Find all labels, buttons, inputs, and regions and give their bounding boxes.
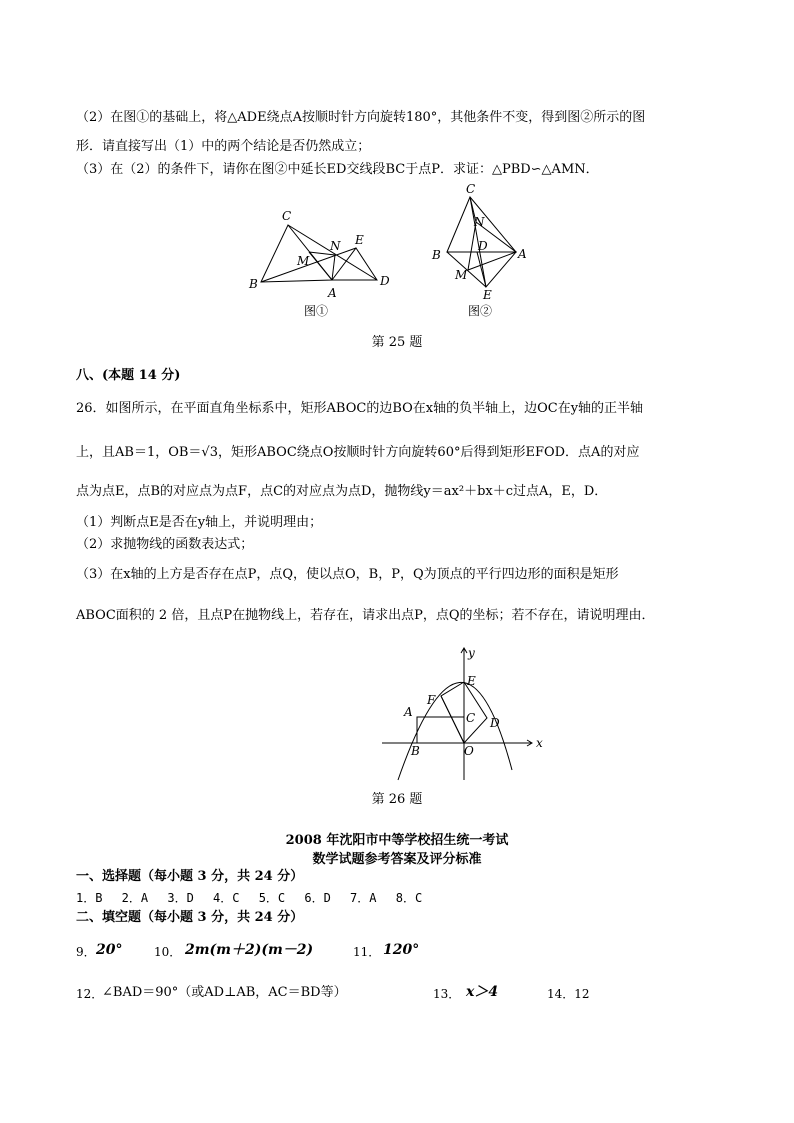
a9-value: 20° — [96, 942, 123, 958]
a10-value: 2m(m＋2)(m－2) — [185, 942, 314, 958]
a10-number: 10． — [154, 945, 182, 959]
q26-caption: 第 26 题 — [371, 792, 423, 807]
a12-number: 12． — [76, 987, 104, 1001]
a9-number: 9． — [76, 945, 96, 959]
q25-caption: 第 25 题 — [371, 335, 423, 350]
answers-title1: 2008 年沈阳市中等学校招生统一考试 — [285, 833, 509, 848]
fig2-label-d: D — [478, 239, 488, 253]
fig26-label-c: C — [466, 711, 476, 725]
a11-value: 120° — [383, 942, 420, 958]
q25-part3: （3）在（2）的条件下，请你在图②中延长ED交线段BC于点P．求证：△PBD∽△AMN． — [76, 162, 599, 177]
a14: 14．12 — [547, 987, 590, 1001]
q25-part2-cont: 形．请直接写出（1）中的两个结论是否仍然成立； — [76, 139, 371, 154]
fig26-label-f: F — [427, 693, 436, 707]
fig2-label-m: M — [455, 268, 468, 282]
q26-sub3-cont: ABOC面积的 2 倍，且点P在抛物线上，若存在，请求出点P，点Q的坐标；若不存在，请说明理由． — [76, 608, 655, 623]
a12-value: ∠BAD＝90°（或AD⊥AB，AC＝BD等） — [102, 985, 347, 1000]
fig26-label-o: O — [464, 744, 474, 758]
q26-sub1: （1）判断点E是否在y轴上，并说明理由； — [76, 515, 323, 530]
fig2-label-n: N — [474, 215, 485, 229]
fig1-label-n: N — [330, 239, 341, 253]
section8-heading: 八、(本题 14 分) — [76, 368, 181, 383]
fig1-label-c: C — [282, 209, 292, 223]
q26-line1: 26．如图所示，在平面直角坐标系中，矩形ABOC的边BO在x轴的负半轴上，边OC在y轴的正半轴 — [76, 401, 644, 416]
a13-number: 13． — [433, 987, 461, 1001]
answers-sec1: 一、选择题（每小题 3 分，共 24 分） — [76, 869, 304, 884]
answers-choices: 1．B 2．A 3．D 4．C 5．C 6．D 7．A 8．C — [76, 891, 423, 905]
answers-title2: 数学试题参考答案及评分标准 — [312, 852, 482, 867]
fig26-label-x: x — [536, 736, 543, 750]
a13-value: x＞4 — [466, 984, 499, 1000]
fig2-caption: 图② — [468, 304, 493, 318]
fig1-caption: 图① — [304, 304, 329, 318]
fig26-label-e: E — [467, 674, 476, 688]
q26-line3: 点为点E，点B的对应点为点F，点C的对应点为点D，抛物线y＝ax²＋bx＋c过点A，E，D． — [76, 484, 608, 499]
fig1-label-m: M — [297, 254, 310, 268]
fig2-label-b: B — [432, 248, 441, 262]
fig1-label-e: E — [355, 233, 364, 247]
fig2-label-e: E — [483, 288, 492, 302]
fig2-label-c: C — [466, 182, 476, 196]
fig1-label-b: B — [249, 277, 258, 291]
q26-sub3: （3）在x轴的上方是否存在点P，点Q，使以点O，B，P，Q为顶点的平行四边形的面积是矩形 — [76, 567, 619, 582]
fig1-label-d: D — [380, 274, 390, 288]
q26-line2: 上，且AB＝1，OB＝√3，矩形ABOC绕点O按顺时针方向旋转60°后得到矩形EFOD．点A的对应 — [76, 445, 640, 460]
q26-sub2: （2）求抛物线的函数表达式； — [76, 537, 254, 552]
fig26-label-a: A — [404, 705, 413, 719]
fig26-label-d: D — [490, 716, 500, 730]
a11-number: 11． — [353, 945, 381, 959]
fig26-label-y: y — [468, 646, 475, 660]
q25-part2: （2）在图①的基础上，将△ADE绕点A按顺时针方向旋转180°，其他条件不变，得到图②所示的图 — [76, 110, 646, 125]
fig1-label-a: A — [328, 286, 337, 300]
fig2-label-a: A — [518, 247, 527, 261]
fig26-label-b: B — [411, 744, 420, 758]
answers-sec2: 二、填空题（每小题 3 分，共 24 分） — [76, 910, 304, 925]
